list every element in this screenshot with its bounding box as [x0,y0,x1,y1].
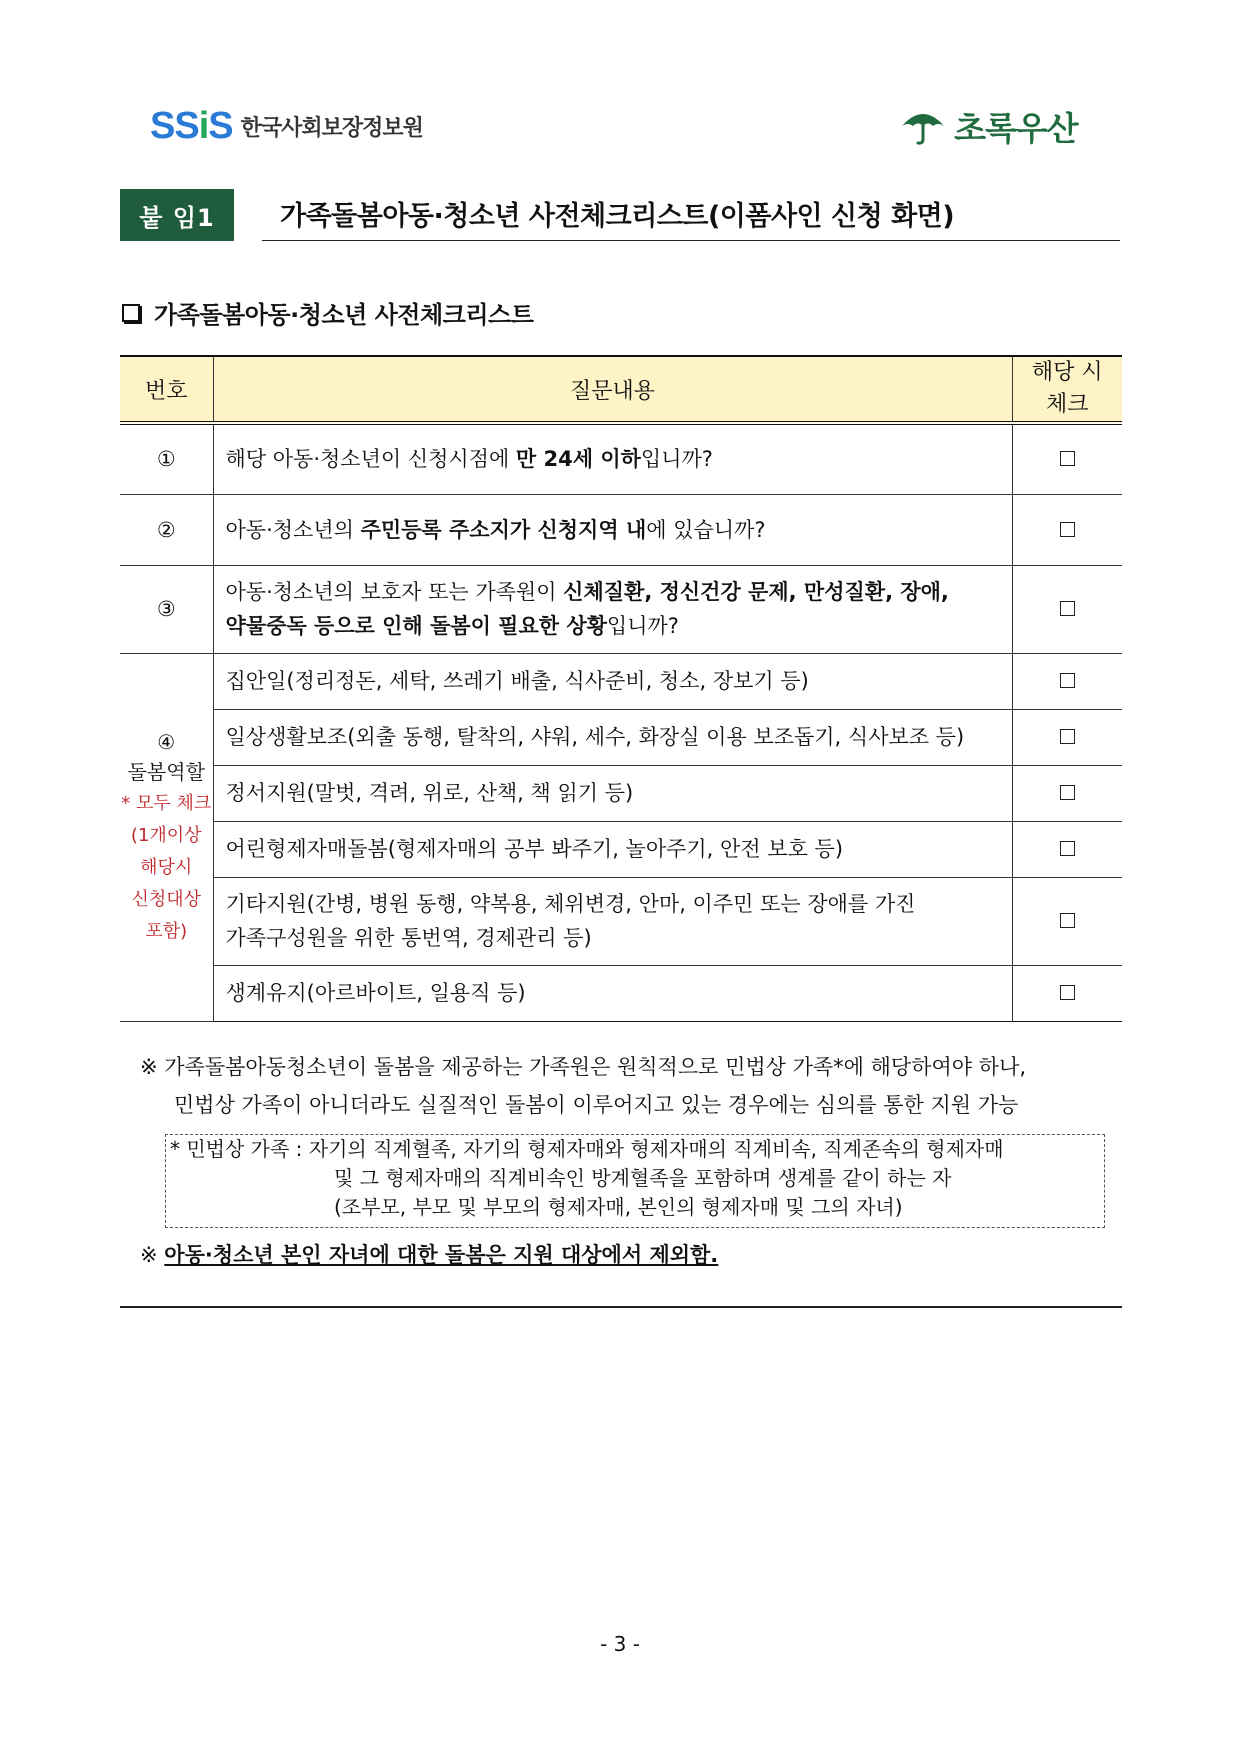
role-item: 집안일(정리정돈, 세탁, 쓰레기 배출, 식사준비, 청소, 장보기 등) [213,653,1012,709]
table-row-role-1 [120,653,1122,709]
role-label-cell: ④ 돌봄역할 * 모두 체크 (1개이상 해당시 신청대상 포함) [120,653,213,1021]
attachment-title: 가족돌봄아동·청소년 사전체크리스트(이폼사인 신청 화면) [280,201,955,232]
checkbox[interactable] [1060,522,1075,537]
header-question: 질문내용 [213,356,1012,423]
question-text: 아동·청소년의 보호자 또는 가족원이 신체질환, 정신건강 문제, 만성질환, 장애, 약물중독 등으로 인해 돌봄이 필요한 상황입니까? [213,565,1012,653]
row-number: ② [120,494,213,565]
check-cell[interactable] [1012,709,1122,765]
row-number: ③ [120,565,213,653]
check-cell[interactable] [1012,494,1122,565]
checkbox[interactable] [1060,985,1075,1000]
check-cell[interactable] [1012,821,1122,877]
role-item: 어린형제자매돌봄(형제자매의 공부 봐주기, 놀아주기, 안전 보호 등) [213,821,1012,877]
section-title: 가족돌봄아동·청소년 사전체크리스트 [154,301,534,329]
role-item: 기타지원(간병, 병원 동행, 약복용, 체위변경, 안마, 이주민 또는 장애를 가진 가족구성원을 위한 통번역, 경제관리 등) [213,877,1012,965]
table-row-role-4 [120,821,1122,877]
table-row-q1 [120,423,1122,494]
check-cell[interactable] [1012,423,1122,494]
check-cell[interactable] [1012,653,1122,709]
role-item: 생계유지(아르바이트, 일용직 등) [213,965,1012,1021]
row-number: ① [120,423,213,494]
checkbox[interactable] [1060,841,1075,856]
checkbox[interactable] [1060,729,1075,744]
checkbox[interactable] [1060,601,1075,616]
question-text: 해당 아동·청소년이 신청시점에 만 24세 이하입니까? [213,423,1012,494]
check-cell[interactable] [1012,765,1122,821]
question-text: 아동·청소년의 주민등록 주소지가 신청지역 내에 있습니까? [213,494,1012,565]
check-cell[interactable] [1012,877,1122,965]
note-exclusion: ※ 아동·청소년 본인 자녀에 대한 돌봄은 지원 대상에서 제외함. [140,1243,719,1267]
checkbox[interactable] [1060,451,1075,466]
chorok-name: 초록우산 [954,108,1078,148]
table-row-q3 [120,565,1122,653]
ssis-logo [150,104,423,148]
table-row-role-2 [120,709,1122,765]
civil-law-family-box: * 민법상 가족 : 자기의 직계혈족, 자기의 형제자매와 형제자매의 직계비속, 직계존속의 형제자매 및 그 형제자매의 직계비속인 방계혈족을 포함하며 생계를 같이 하는 자 (조부모, 부모 및 부모의 형제자매, 본인의 형제자매 및 그의 자녀) [165,1134,1105,1228]
attachment-label: 붙 임1 [120,189,234,241]
table-row-role-5 [120,877,1122,965]
ssis-org-name: 한국사회보장정보원 [240,115,423,141]
note-family: ※ 가족돌봄아동청소년이 돌봄을 제공하는 가족원은 원칙적으로 민법상 가족*에 해당하여야 하나, 민법상 가족이 아니더라도 실질적인 돌봄이 이루어지고 있는 경우에는 심의를 통한 지원 가능 [140,1055,1026,1117]
checkbox[interactable] [1060,785,1075,800]
table-row-role-6 [120,965,1122,1021]
checklist-table [120,355,1122,1022]
role-item: 일상생활보조(외출 동행, 탈착의, 샤워, 세수, 화장실 이용 보조돕기, 식사보조 등) [213,709,1012,765]
table-header-row [120,356,1122,423]
section-heading [122,295,533,330]
table-row-role-3 [120,765,1122,821]
chorok-logo [900,104,1078,148]
role-item: 정서지원(말벗, 격려, 위로, 산책, 책 읽기 등) [213,765,1012,821]
checkbox[interactable] [1060,913,1075,928]
table-row-q2 [120,494,1122,565]
header-check: 해당 시 체크 [1012,356,1122,423]
checkbox[interactable] [1060,673,1075,688]
bottom-divider [120,1306,1122,1308]
header-no: 번호 [120,356,213,423]
checkbox-square-icon [122,304,140,322]
check-cell[interactable] [1012,965,1122,1021]
ssis-logo-mark: SS i S [150,104,233,147]
check-cell[interactable] [1012,565,1122,653]
umbrella-icon [900,106,946,146]
page-number: - 3 - [600,1632,640,1656]
title-underline [262,240,1120,241]
